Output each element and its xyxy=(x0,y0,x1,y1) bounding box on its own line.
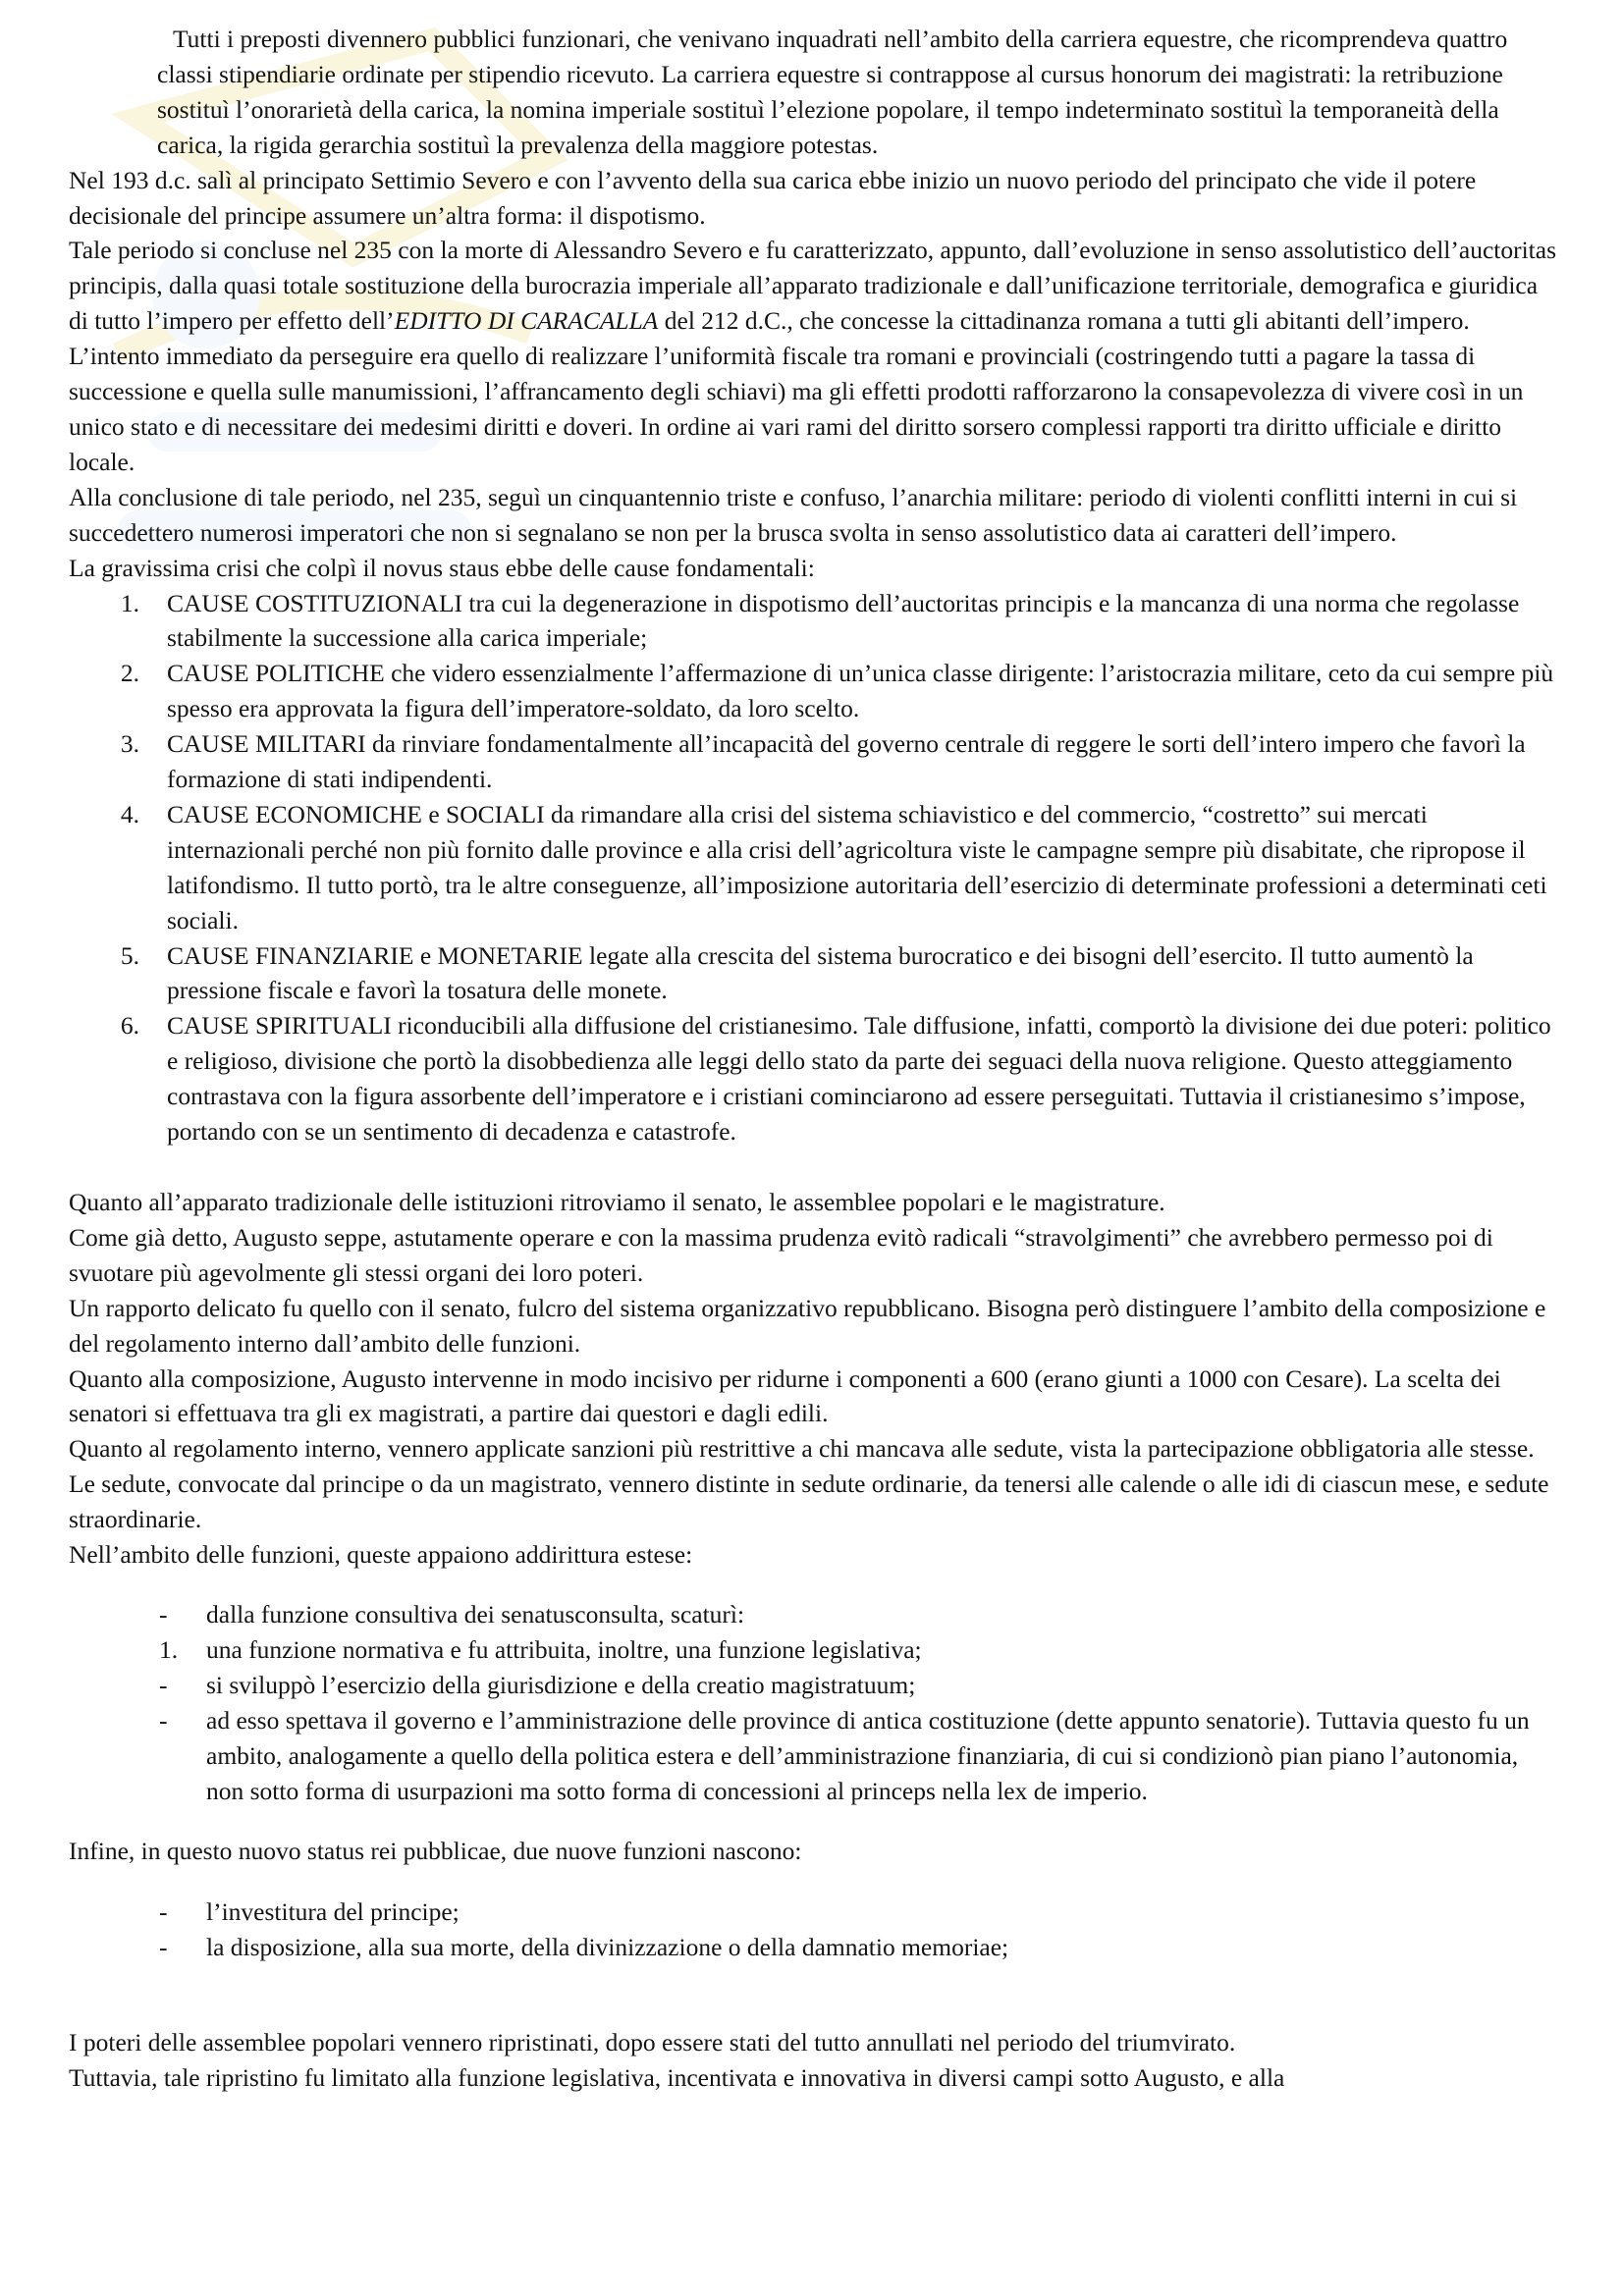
list-item: - dalla funzione consultiva dei senatusconsulta, scaturì: xyxy=(159,1600,745,1629)
paragraph-senate-composition: Quanto alla composizione, Augusto intervenne in modo incisivo per ridurne i componenti a 600 (erano giunti a 1000 con Cesare). La scelta dei senatori si effettuava tra gli ex magistrati, a partire dai questori e dagli edili. xyxy=(69,1363,1501,1428)
list-item: - ad esso spettava il governo e l’amministrazione delle province di antica costituzione (dette appunto senatorie). Tuttavia questo fu un ambito, analogamente a quello della politica estera e dell’amministrazione finanziaria, di cui si condizionò pian piano l’autonomia, non sotto forma di usurpazioni ma sotto forma di concessioni al princeps nella lex de imperio. xyxy=(159,1706,1530,1805)
paragraph-sessions: Le sedute, convocate dal principe o da un magistrato, vennero distinte in sedute ordinarie, da tenersi alle calende o alle idi di ciascun mese, e sedute straordinarie. xyxy=(69,1469,1549,1534)
paragraph-senate-relation: Un rapporto delicato fu quello con il senato, fulcro del sistema organizzativo repubblicano. Bisogna però distinguere l’ambito della composizione e del regolamento interno dall’ambito delle funzioni. xyxy=(69,1293,1546,1358)
paragraph-settimio-severo: Nel 193 d.c. salì al principato Settimio Severo e con l’avvento della sua carica ebbe inizio un nuovo periodo del principato che vide il potere decisionale del principe assumere un’altra forma: il dispotismo. xyxy=(69,165,1477,230)
list-item: 1. una funzione normativa e fu attribuita, inoltre, una funzione legislativa; xyxy=(159,1635,922,1665)
paragraph-traditional-apparatus: Quanto all’apparato tradizionale delle istituzioni ritroviamo il senato, le assemblee popolari e le magistrature. xyxy=(69,1188,1165,1216)
list-item: 4. CAUSE ECONOMICHE e SOCIALI da rimandare alla crisi del sistema schiavistico e del commercio, “costretto” sui mercati internazionali perché non più fornito dalle province e alla crisi dell’agricoltura viste le campagne sempre più disabitate, che ripropose il latifondismo. Il tutto portò, tra le altre conseguenze, all’imposizione autoritaria dell’esercizio di determinate professioni a determinati ceti sociali. xyxy=(120,799,1547,934)
list-item: 3. CAUSE MILITARI da rinviare fondamentalmente all’incapacità del governo centrale di reggere le sorti dell’intero impero che favorì la formazione di stati indipendenti. xyxy=(120,729,1526,794)
paragraph-augustus-prudence: Come già detto, Augusto seppe, astutamente operare e con la massima prudenza evitò radicali “stravolgimenti” che avrebbero permesso poi di svuotare più agevolmente gli stessi organi dei loro poteri. xyxy=(69,1222,1493,1287)
paragraph-legislative-function: Tuttavia, tale ripristino fu limitato alla funzione legislativa, incentivata e innovativa in diversi campi sotto Augusto, e alla xyxy=(69,2063,1285,2093)
list-item: - si sviluppò l’esercizio della giurisdizione e della creatio magistratuum; xyxy=(159,1671,916,1700)
document-page xyxy=(69,22,1561,2096)
list-item: 5. CAUSE FINANZIARIE e MONETARIE legate alla crescita del sistema burocratico e dei bisogni dell’esercito. Il tutto aumentò la pressione fiscale e favorì la tosatura delle monete. xyxy=(120,940,1474,1005)
list-item: 2. CAUSE POLITICHE che videro essenzialmente l’affermazione di un’unica classe dirigente: l’aristocrazia militare, ceto da cui sempre più spesso era approvata la figura dell’imperatore-soldato, da loro scelto. xyxy=(120,659,1554,723)
spacer xyxy=(69,1990,1561,2025)
new-functions-list xyxy=(69,1895,1561,1965)
paragraph-equestrian-career: Tutti i preposti divennero pubblici funzionari, che venivano inquadrati nell’ambito della carriera equestre, che ricomprendeva quattro classi stipendiarie ordinate per stipendio ricevuto. La carriera equestre si contrappose al cursus honorum dei magistrati: la retribuzione sostituì l’onorarietà della carica, la nomina imperiale sostituì l’elezione popolare, il tempo indeterminato sostituì la temporaneità della carica, la rigida gerarchia sostituì la prevalenza della maggiore potestas. xyxy=(157,25,1508,159)
list-item: - la disposizione, alla sua morte, della divinizzazione o della damnatio memoriae; xyxy=(159,1932,1009,1961)
paragraph-internal-rules: Quanto al regolamento interno, vennero applicate sanzioni più restrittive a chi mancava alle sedute, vista la partecipazione obbligatoria alle stesse. xyxy=(69,1434,1535,1464)
list-item: - l’investitura del principe; xyxy=(159,1896,460,1926)
causes-list xyxy=(69,586,1561,1150)
edict-caracalla: EDITTO DI CARACALLA xyxy=(394,306,659,336)
paragraph-period-end: Tale periodo si concluse nel 235 con la morte di Alessandro Severo e fu caratterizzato, appunto, dall’evoluzione in senso assolutistico dell’auctoritas principis, dalla quasi totale sostituzione della burocrazia imperiale all’apparato tradizionale e dall’unificazione territoriale, demografica e giuridica di tutto l’impero per effetto dell’EDITTO DI CARACALLA del 212 d.C., che concesse la cittadinanza romana a tutti gli abitanti dell’impero. xyxy=(69,236,1556,336)
paragraph-popular-assemblies: I poteri delle assemblee popolari vennero ripristinati, dopo essere stati del tutto annullati nel periodo del triumvirato. xyxy=(69,2028,1236,2057)
paragraph-new-functions-intro: Infine, in questo nuovo status rei pubblicae, due nuove funzioni nascono: xyxy=(69,1837,802,1866)
paragraph-fiscal-uniformity: L’intento immediato da perseguire era quello di realizzare l’uniformità fiscale tra romani e provinciali (costringendo tutti a pagare la tassa di successione e quella sulle manumissioni, l’affrancamento degli schiavi) ma gli effetti prodotti rafforzarono la consapevolezza di vivere così in un unico stato e di necessitare dei medesimi diritti e doveri. In ordine ai vari rami del diritto sorsero complessi rapporti tra diritto ufficiale e diritto locale. xyxy=(69,342,1524,476)
paragraph-military-anarchy: Alla conclusione di tale periodo, nel 235, seguì un cinquantennio triste e confuso, l’anarchia militare: periodo di violenti conflitti interni in cui si succedettero numerosi imperatori che non si segnalano se non per la brusca svolta in senso assolutistico data ai caratteri dell’impero. xyxy=(69,482,1518,547)
spacer xyxy=(69,1149,1561,1185)
paragraph-crisis-intro: La gravissima crisi che colpì il novus staus ebbe delle cause fondamentali: xyxy=(69,553,815,582)
list-item: 6. CAUSE SPIRITUALI riconducibili alla diffusione del cristianesimo. Tale diffusione, infatti, comportò la divisione dei due poteri: politico e religioso, divisione che portò la disobbedienza alle leggi dello stato da parte dei seguaci della nuova religione. Questo atteggiamento contrastava con la figura assorbente dell’imperatore e i cristiani cominciarono ad essere perseguitati. Tuttavia il cristianesimo s’impose, portando con se un sentimento di decadenza e catastrofe. xyxy=(120,1011,1551,1147)
list-item: 1. CAUSE COSTITUZIONALI tra cui la degenerazione in dispotismo dell’auctoritas principis e la mancanza di una norma che regolasse stabilmente la successione alla carica imperiale; xyxy=(120,588,1520,653)
functions-list xyxy=(69,1597,1561,1808)
paragraph-functions-intro: Nell’ambito delle funzioni, queste appaiono addirittura estese: xyxy=(69,1540,693,1570)
